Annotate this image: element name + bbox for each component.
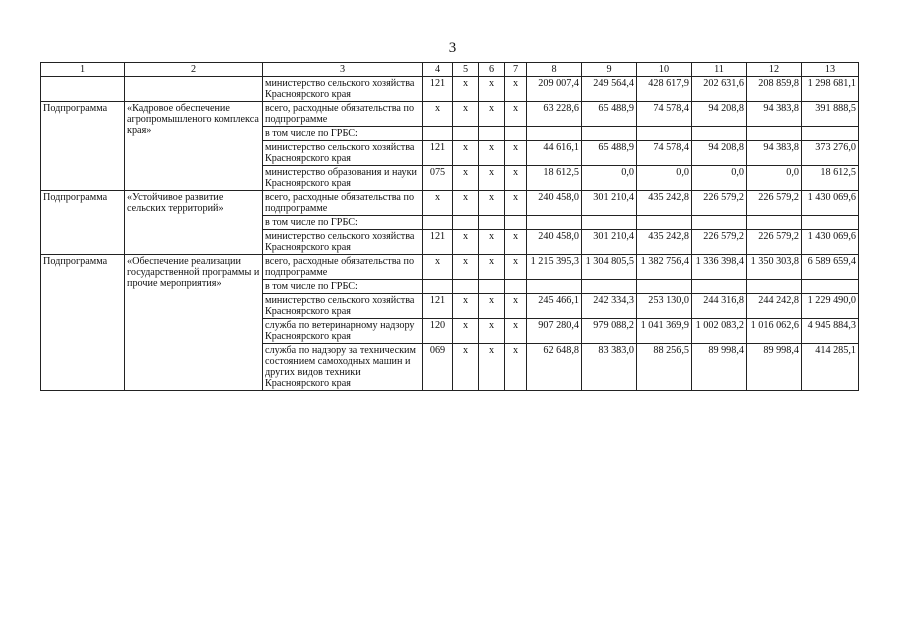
column-header: 4 <box>423 63 453 77</box>
code-cell: х <box>505 230 527 255</box>
code-cell: х <box>505 319 527 344</box>
amount-cell: 74 578,4 <box>637 102 692 127</box>
amount-cell: 245 466,1 <box>527 294 582 319</box>
code-cell: х <box>479 141 505 166</box>
code-cell: х <box>453 102 479 127</box>
code-cell: х <box>423 102 453 127</box>
table-row <box>41 191 859 216</box>
code-cell: х <box>423 255 453 280</box>
amount-cell: 44 616,1 <box>527 141 582 166</box>
code-cell: х <box>453 141 479 166</box>
amount-cell: 209 007,4 <box>527 77 582 102</box>
code-cell: 069 <box>423 344 453 391</box>
code-cell: х <box>453 230 479 255</box>
code-cell: х <box>453 319 479 344</box>
amount-cell: 0,0 <box>747 166 802 191</box>
code-cell: х <box>505 77 527 102</box>
code-cell: х <box>479 294 505 319</box>
column-header: 9 <box>582 63 637 77</box>
column-header: 7 <box>505 63 527 77</box>
amount-cell: 428 617,9 <box>637 77 692 102</box>
code-cell: 121 <box>423 77 453 102</box>
column-header: 3 <box>263 63 423 77</box>
grbs-cell: министерство сельского хозяйства Красноярского края <box>263 294 423 319</box>
amount-cell: 94 208,8 <box>692 102 747 127</box>
grbs-cell: в том числе по ГРБС: <box>263 280 423 294</box>
amount-cell: 244 242,8 <box>747 294 802 319</box>
column-header: 11 <box>692 63 747 77</box>
amount-cell: 1 215 395,3 <box>527 255 582 280</box>
amount-cell: 414 285,1 <box>802 344 859 391</box>
amount-cell: 1 016 062,6 <box>747 319 802 344</box>
amount-cell: 1 229 490,0 <box>802 294 859 319</box>
program-name-cell: «Обеспечение реализации государственной программы и прочие мероприятия» <box>125 255 263 391</box>
program-name-cell: «Кадровое обеспечение агропромышленого комплекса края» <box>125 102 263 191</box>
code-cell: х <box>505 191 527 216</box>
amount-cell: 240 458,0 <box>527 230 582 255</box>
amount-cell: 65 488,9 <box>582 102 637 127</box>
amount-cell: 301 210,4 <box>582 191 637 216</box>
amount-cell: 226 579,2 <box>747 230 802 255</box>
column-header: 12 <box>747 63 802 77</box>
amount-cell: 63 228,6 <box>527 102 582 127</box>
row-type-cell <box>41 77 125 102</box>
column-header: 1 <box>41 63 125 77</box>
program-name-cell <box>125 77 263 102</box>
code-cell: х <box>453 166 479 191</box>
amount-cell: 94 383,8 <box>747 141 802 166</box>
amount-cell: 226 579,2 <box>692 230 747 255</box>
amount-cell: 0,0 <box>637 166 692 191</box>
amount-cell: 1 430 069,6 <box>802 230 859 255</box>
row-type-cell: Подпрограмма <box>41 255 125 391</box>
code-cell: х <box>479 166 505 191</box>
amount-cell: 65 488,9 <box>582 141 637 166</box>
amount-cell: 18 612,5 <box>527 166 582 191</box>
code-cell: х <box>479 230 505 255</box>
amount-cell: 74 578,4 <box>637 141 692 166</box>
code-cell: х <box>453 255 479 280</box>
amount-cell: 253 130,0 <box>637 294 692 319</box>
code-cell: х <box>479 77 505 102</box>
code-cell: х <box>505 141 527 166</box>
amount-cell: 249 564,4 <box>582 77 637 102</box>
amount-cell: 435 242,8 <box>637 230 692 255</box>
amount-cell: 1 041 369,9 <box>637 319 692 344</box>
column-header: 2 <box>125 63 263 77</box>
amount-cell: 391 888,5 <box>802 102 859 127</box>
amount-cell: 301 210,4 <box>582 230 637 255</box>
amount-cell: 0,0 <box>582 166 637 191</box>
column-header: 6 <box>479 63 505 77</box>
amount-cell: 208 859,8 <box>747 77 802 102</box>
grbs-cell: всего, расходные обязательства по подпрограмме <box>263 255 423 280</box>
amount-cell: 226 579,2 <box>692 191 747 216</box>
amount-cell: 89 998,4 <box>747 344 802 391</box>
column-header-row <box>41 63 859 77</box>
code-cell: х <box>505 344 527 391</box>
amount-cell: 6 589 659,4 <box>802 255 859 280</box>
table-row <box>41 255 859 280</box>
amount-cell: 83 383,0 <box>582 344 637 391</box>
amount-cell: 979 088,2 <box>582 319 637 344</box>
amount-cell: 373 276,0 <box>802 141 859 166</box>
code-cell: х <box>505 166 527 191</box>
amount-cell: 0,0 <box>692 166 747 191</box>
amount-cell: 94 383,8 <box>747 102 802 127</box>
amount-cell: 240 458,0 <box>527 191 582 216</box>
grbs-cell: министерство сельского хозяйства Красноярского края <box>263 141 423 166</box>
code-cell: 121 <box>423 294 453 319</box>
code-cell: х <box>453 191 479 216</box>
code-cell: 075 <box>423 166 453 191</box>
code-cell: х <box>505 294 527 319</box>
code-cell: х <box>479 102 505 127</box>
row-type-cell: Подпрограмма <box>41 102 125 191</box>
code-cell: х <box>505 255 527 280</box>
amount-cell: 435 242,8 <box>637 191 692 216</box>
row-type-cell: Подпрограмма <box>41 191 125 255</box>
amount-cell: 4 945 884,3 <box>802 319 859 344</box>
grbs-cell: в том числе по ГРБС: <box>263 216 423 230</box>
amount-cell: 907 280,4 <box>527 319 582 344</box>
code-cell: х <box>479 255 505 280</box>
budget-table <box>40 62 859 391</box>
amount-cell: 1 382 756,4 <box>637 255 692 280</box>
amount-cell: 242 334,3 <box>582 294 637 319</box>
grbs-cell: министерство образования и науки Красноярского края <box>263 166 423 191</box>
amount-cell: 226 579,2 <box>747 191 802 216</box>
column-header: 8 <box>527 63 582 77</box>
amount-cell: 1 350 303,8 <box>747 255 802 280</box>
grbs-cell: министерство сельского хозяйства Красноярского края <box>263 77 423 102</box>
code-cell: 121 <box>423 230 453 255</box>
grbs-cell: в том числе по ГРБС: <box>263 127 423 141</box>
code-cell: х <box>423 191 453 216</box>
amount-cell: 244 316,8 <box>692 294 747 319</box>
amount-cell: 202 631,6 <box>692 77 747 102</box>
amount-cell: 1 336 398,4 <box>692 255 747 280</box>
amount-cell: 18 612,5 <box>802 166 859 191</box>
table-row <box>41 77 859 102</box>
code-cell: х <box>453 344 479 391</box>
page-number: 3 <box>448 40 457 56</box>
grbs-cell: служба по ветеринарному надзору Красноярского края <box>263 319 423 344</box>
column-header: 13 <box>802 63 859 77</box>
amount-cell: 1 298 681,1 <box>802 77 859 102</box>
grbs-cell: министерство сельского хозяйства Красноярского края <box>263 230 423 255</box>
column-header: 10 <box>637 63 692 77</box>
amount-cell: 1 002 083,2 <box>692 319 747 344</box>
code-cell: 121 <box>423 141 453 166</box>
code-cell: х <box>479 344 505 391</box>
amount-cell: 94 208,8 <box>692 141 747 166</box>
amount-cell: 1 304 805,5 <box>582 255 637 280</box>
grbs-cell: всего, расходные обязательства по подпрограмме <box>263 102 423 127</box>
code-cell: 120 <box>423 319 453 344</box>
amount-cell: 1 430 069,6 <box>802 191 859 216</box>
amount-cell: 88 256,5 <box>637 344 692 391</box>
amount-cell: 89 998,4 <box>692 344 747 391</box>
amount-cell: 62 648,8 <box>527 344 582 391</box>
table-row <box>41 102 859 127</box>
grbs-cell: служба по надзору за техническим состоянием самоходных машин и других видов техники Красноярского края <box>263 344 423 391</box>
code-cell: х <box>479 191 505 216</box>
column-header: 5 <box>453 63 479 77</box>
code-cell: х <box>505 102 527 127</box>
program-name-cell: «Устойчивое развитие сельских территорий» <box>125 191 263 255</box>
code-cell: х <box>453 294 479 319</box>
code-cell: х <box>453 77 479 102</box>
grbs-cell: всего, расходные обязательства по подпрограмме <box>263 191 423 216</box>
code-cell: х <box>479 319 505 344</box>
